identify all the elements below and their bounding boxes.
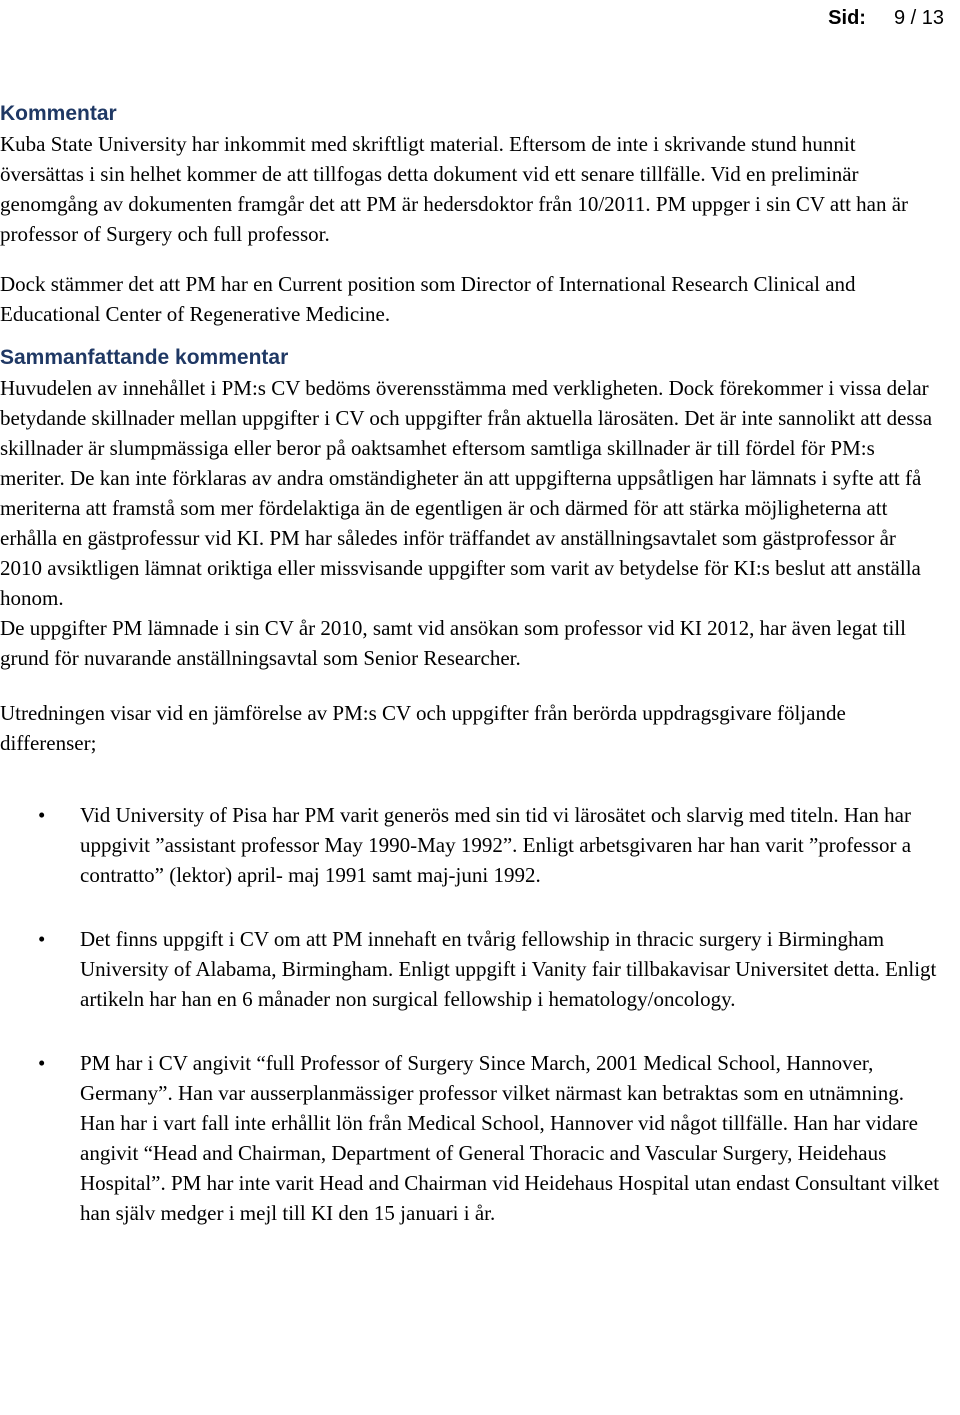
document-body (0, 99, 940, 1228)
page-number: 9 / 13 (893, 7, 944, 29)
utredning-intro: Utredningen visar vid en jämförelse av PM:s CV och uppgifter från berörda uppdragsgivare följande differenser; (0, 701, 846, 755)
dock-paragraph: Dock stämmer det att PM har en Current position som Director of International Research Clinical and Educational Center of Regenerative Medicine. (0, 272, 856, 326)
kommentar-heading: Kommentar (0, 102, 117, 125)
sammanfattande-paragraph-2: De uppgifter PM lämnade i sin CV år 2010, samt vid ansökan som professor vid KI 2012, har även legat till grund för nuvarande anställningsavtal som Senior Researcher. (0, 616, 906, 670)
kommentar-paragraph: Kuba State University har inkommit med skriftligt material. Eftersom de inte i skrivande stund hunnit översättas i sin helhet kommer de att tillfogas detta dokument vid ett senare tillfälle. Vid en preliminär genomgång av dokumenten framgår det att PM är hedersdoktor från 10/2011. PM uppger i sin CV att han är professor of Surgery och full professor. (0, 132, 909, 246)
sammanfattande-heading: Sammanfattande kommentar (0, 346, 289, 369)
list-item (0, 924, 940, 1014)
bullet-icon: • (38, 1051, 46, 1075)
differences-list (0, 800, 940, 1228)
bullet-icon: • (38, 803, 46, 827)
bullet-icon: • (38, 927, 46, 951)
sammanfattande-paragraph: Huvudelen av innehållet i PM:s CV bedöms överensstämma med verkligheten. Dock förekommer i vissa delar betydande skillnader mellan uppgifter i CV och uppgifter från aktuella lärosäten. Det är inte sannolikt att dessa skillnader är slumpmässiga eller beror på oaktsamhet eftersom samtliga skillnader är till fördel för PM:s meriter. De kan inte förklaras av andra omständigheter än att uppgifterna uppsåtligen har lämnats i syfte att få meriterna att framstå som mer fördelaktiga än de egentligen är och därmed för att stärka möjligheterna att erhålla en gästprofessur vid KI. PM har således inför träffandet av anställningsavtalet som gästprofessor år 2010 avsiktligen lämnat oriktiga eller missvisande uppgifter som varit av betydelse för KI:s beslut att anställa honom. (0, 376, 933, 610)
page-number-header (828, 6, 944, 30)
list-item-text: Det finns uppgift i CV om att PM innehaft en tvårig fellowship in thracic surgery i Birmingham University of Alabama, Birmingham. Enligt uppgift i Vanity fair tillbakavisar Universitet detta. Enligt artikeln har han en 6 månader non surgical fellowship i hematology/oncology. (80, 927, 937, 1011)
page-label: Sid: (828, 7, 866, 29)
list-item-text: PM har i CV angivit “full Professor of Surgery Since March, 2001 Medical School, Hannover, Germany”. Han var ausserplanmässiger professor vilket närmast kan betraktas som en utnämning. Han har i vart fall inte erhållit lön från Medical School, Hannover vid något tillfälle. Han har vidare angivit “Head and Chairman, Department of General Thoracic and Vascular Surgery, Heidehaus Hospital”. PM har inte varit Head and Chairman vid Heidehaus Hospital utan endast Consultant vilket han själv medger i mejl till KI den 15 januari i år. (80, 1051, 940, 1225)
list-item-text: Vid University of Pisa har PM varit generös med sin tid vi lärosätet och slarvig med titeln. Han har uppgivit ”assistant professor May 1990-May 1992”. Enligt arbetsgivaren har han varit ”professor a contratto” (lektor) april- maj 1991 samt maj-juni 1992. (80, 803, 912, 887)
list-item (0, 1048, 940, 1228)
list-item (0, 800, 940, 890)
